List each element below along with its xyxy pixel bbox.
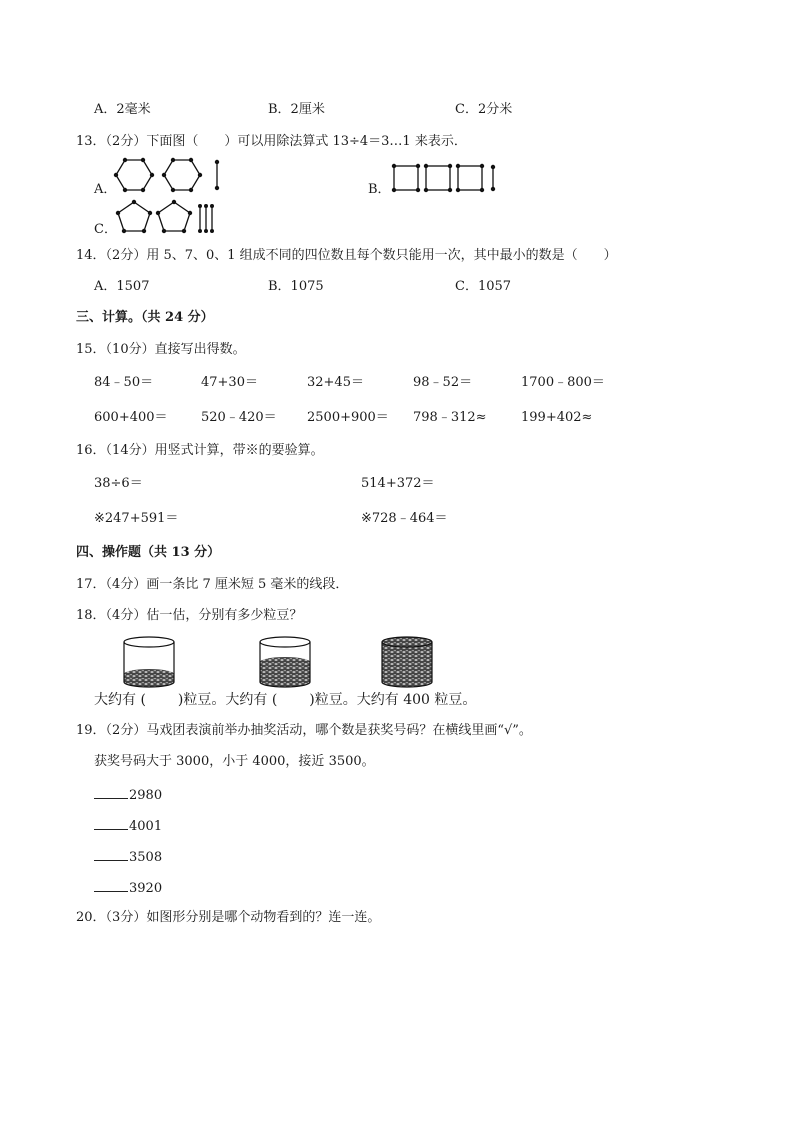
q14-option-a[interactable]: A．1507 [94,279,150,294]
q13-option-c-label[interactable]: C． [94,222,117,237]
q19-choice [94,785,162,804]
q14-option-b[interactable]: B．1075 [268,279,324,294]
q19-choice [94,847,162,866]
q15-expr: 520﹣420＝ [201,410,277,425]
q17-stem: 17．（4分）画一条比 7 厘米短 5 毫米的线段． [76,577,349,592]
q18-answer-part: 大约有 ( [94,692,146,708]
q19-choice-number: 3508 [129,850,163,865]
q19-hint: 获奖号码大于 3000，小于 4000，接近 3500。 [94,754,375,769]
q19-choice [94,878,162,897]
q15-expr: 2500+900＝ [307,410,389,425]
q15-stem: 15．（10分）直接写出得数。 [76,342,246,357]
q19-answer-blank[interactable] [94,847,128,861]
q19-choice-number: 3920 [129,881,163,896]
q13-stem: 13．（2分）下面图（ ）可以用除法算式 13÷4＝3…1 来表示． [76,134,467,149]
q18-answer-part: )粒豆。大约有 400 粒豆。 [309,692,477,708]
q19-answer-blank[interactable] [94,878,128,892]
q15-expr: 84﹣50＝ [94,375,154,390]
q20-stem: 20．（3分）如图形分别是哪个动物看到的？连一连。 [76,910,381,925]
hexagons-figure [116,158,226,194]
q15-expr: 32+45＝ [307,375,364,390]
q16-expr: 38÷6＝ [94,476,143,491]
q15-expr: 600+400＝ [94,410,168,425]
q19-choice [94,816,162,835]
q13-option-b-label[interactable]: B． [368,182,391,197]
q19-choice-number: 2980 [129,788,163,803]
q19-answer-blank[interactable] [94,816,128,830]
section-3-heading: 三、计算。（共 24 分） [76,310,214,325]
q19-choice-number: 4001 [129,819,163,834]
q15-expr: 47+30＝ [201,375,258,390]
q16-expr: ※247+591＝ [94,511,179,526]
squares-figure [392,164,496,192]
q19-answer-blank[interactable] [94,785,128,799]
q14-option-c[interactable]: C．1057 [455,279,512,294]
q15-expr: 199+402≈ [521,410,593,425]
q12-option-b[interactable]: B．2厘米 [268,102,325,117]
q19-stem: 19．（2分）马戏团表演前举办抽奖活动，哪个数是获奖号码？在横线里画“√”。 [76,723,532,738]
q15-expr: 98﹣52＝ [413,375,473,390]
q16-expr: 514+372＝ [361,476,435,491]
q16-stem: 16．（14分）用竖式计算，带※的要验算。 [76,443,324,458]
q12-option-a[interactable]: A．2毫米 [94,102,151,117]
pentagons-figure [116,200,218,234]
bean-jar-low [120,634,178,690]
section-4-heading: 四、操作题（共 13 分） [76,545,221,560]
q18-stem: 18．（4分）估一估，分别有多少粒豆？ [76,608,303,623]
q12-option-c[interactable]: C．2分米 [455,102,513,117]
bean-jar-half [256,634,314,690]
q15-expr: 798﹣312≈ [413,410,487,425]
q13-option-a-label[interactable]: A． [94,182,117,197]
q15-expr: 1700﹣800＝ [521,375,605,390]
q18-answer-line [94,692,476,708]
q16-expr: ※728﹣464＝ [361,511,448,526]
q14-stem: 14．（2分）用 5、7、0、1 组成不同的四位数且每个数只能用一次，其中最小的数是（ ） [76,248,617,263]
q18-answer-part: )粒豆。大约有 ( [177,692,278,708]
bean-jar-full [378,634,436,690]
